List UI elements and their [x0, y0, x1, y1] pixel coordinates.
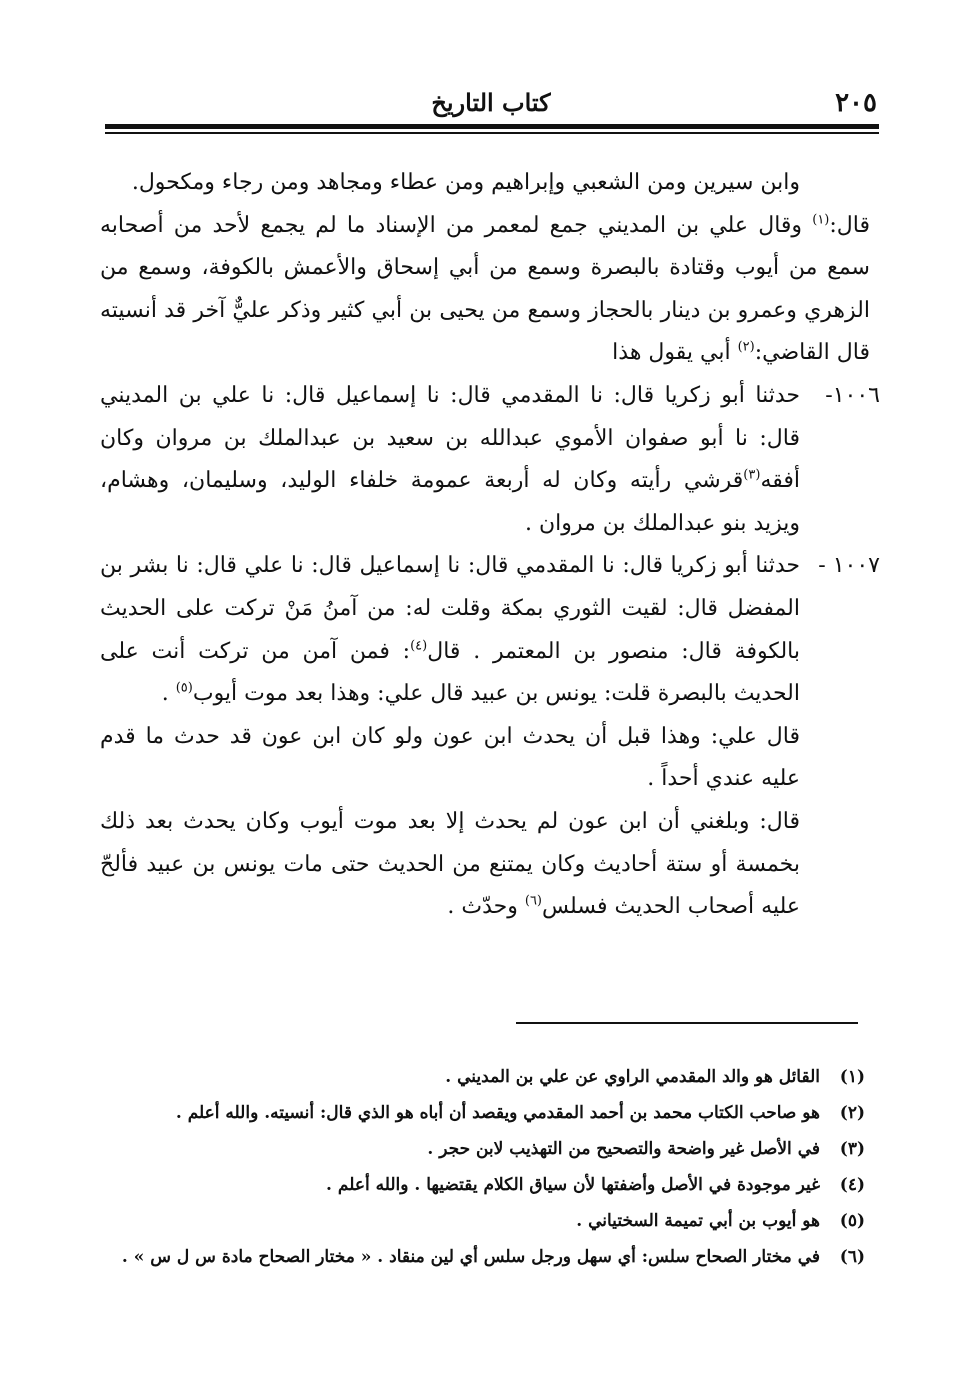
footnote-text: في الأصل غير واضحة والتصحيح من التهذيب لابن حجر .: [427, 1139, 820, 1159]
footnote-1: [105, 1062, 865, 1092]
footnote-text: غير موجودة في الأصل وأضفتها لأن سياق الكلام يقتضيها . والله أعلم .: [326, 1175, 820, 1195]
footnote-3: [105, 1134, 865, 1164]
footnote-ref-6: (٦): [524, 893, 542, 909]
hadith-1007: [100, 545, 880, 715]
paragraph-balaghani: [100, 801, 870, 929]
footnote-ref-5: (٥): [175, 680, 193, 696]
footnote-2: [105, 1098, 865, 1128]
footnote-ref-2: (٢): [737, 340, 755, 356]
footnote-ref-4: (٤): [410, 638, 428, 654]
footnote-number: (٥): [839, 1211, 865, 1231]
hadith-number-1006: ١٠٠٦-: [825, 382, 880, 408]
footnote-number: (٣): [839, 1139, 865, 1159]
footnote-number: (٤): [839, 1175, 865, 1195]
header-rule-thick: [105, 124, 879, 129]
footnote-text: القائل هو والد المقدمي الراوي عن علي بن المديني .: [445, 1067, 820, 1087]
hadith-1007-text-b: : فمن آمن من تركت أنت على الحديث بالبصرة قلت: يونس بن عبيد قال علي: وهذا بعد موت أيوب: [100, 638, 800, 707]
header-rule-thin: [105, 132, 879, 134]
footnote-6: [105, 1242, 865, 1272]
paragraph-ali: قال علي: وهذا قبل أن يحدث ابن عون ولو كان ابن عون قد حدث ما قدم عليه عندي أحداً .: [100, 723, 800, 792]
intro-first-line: وابن سيرين ومن الشعبي وإبراهيم ومن عطاء ومجاهد ومن رجاء ومكحول.: [131, 170, 800, 195]
running-title: كتاب التاريخ: [431, 88, 551, 117]
footnotes: [105, 1062, 865, 1278]
footnote-ref-1: (١): [812, 212, 830, 228]
footnote-number: (٢): [839, 1103, 865, 1123]
hadith-1006-text-a: حدثنا أبو زكريا قال: نا المقدمي قال: نا إسماعيل قال: نا علي بن المديني قال: نا أبو صفوان الأموي عبدالله بن سعيد بن عبدالملك بن مروان وكان أفقه: [100, 382, 800, 494]
footnote-text: هو أيوب بن أبي تميمة السختياني .: [576, 1211, 820, 1231]
footnote-separator: [516, 1022, 858, 1024]
footnote-text: في مختار الصحاح سلس: أي سهل ورجل سلس أي لين منقاد . « مختار الصحاح مادة س ل س » .: [121, 1247, 820, 1267]
balaghani-text-b: وحدّث .: [447, 894, 518, 920]
hadith-1006-text-b: قرشي رأيته وكان له أربعة عمومة خلفاء الوليد، وسليمان، وهشام، ويزيد بنو عبدالملك بن مروان .: [100, 468, 800, 536]
footnote-number: (٦): [839, 1247, 865, 1267]
intro-main-text: وقال علي بن المديني جمع لمعمر من الإسناد ما لم يجمع لأحد من أصحابه سمع من أيوب وقتادة بالبصرة وسمع من أبي إسحاق والأعمش بالكوفة، وسمع من الزهري وعمرو بن دينار بالحجاز وسمع من يحيى بن أبي كثير وذكر عليٌّ آخر قد أنسيته قال القاضي:: [100, 212, 870, 366]
balaghani-text-a: قال: وبلغني أن ابن عون لم يحدث إلا بعد موت أيوب وكان يحدث بعد ذلك بخمسة أو ستة أحاديث وكان يمتنع من الحديث حتى مات يونس بن عبيد فألحّ عليه أصحاب الحديث فسلس: [100, 808, 800, 920]
page-number: ٢٠٥: [835, 88, 877, 118]
hadith-1007-text-c: .: [161, 681, 176, 707]
page-header: [105, 86, 877, 120]
intro-paragraph: [100, 205, 870, 375]
footnote-ref-3: (٣): [743, 467, 761, 483]
footnote-number: (١): [839, 1067, 865, 1087]
hadith-number-1007: ١٠٠٧ -: [818, 553, 880, 579]
main-text: [100, 162, 880, 929]
hadith-1007-text-a: حدثنا أبو زكريا قال: نا المقدمي قال: نا إسماعيل قال: نا علي قال: نا بشر بن المفضل قال: لقيت الثوري بمكة وقلت له: من آمنُ مَنْ تركت على الحديث بالكوفة قال: منصور بن المعتمر . قال: [100, 553, 800, 664]
footnote-4: [105, 1170, 865, 1200]
intro-ending: أبي يقول هذا: [612, 340, 731, 366]
qal-prefix: قال:: [829, 212, 870, 238]
footnote-text: هو صاحب الكتاب محمد بن أحمد المقدمي ويقصد أن أباه هو الذي قال: أنسيته. والله أعلم .: [175, 1103, 820, 1123]
hadith-1006: [100, 375, 880, 545]
footnote-5: [105, 1206, 865, 1236]
